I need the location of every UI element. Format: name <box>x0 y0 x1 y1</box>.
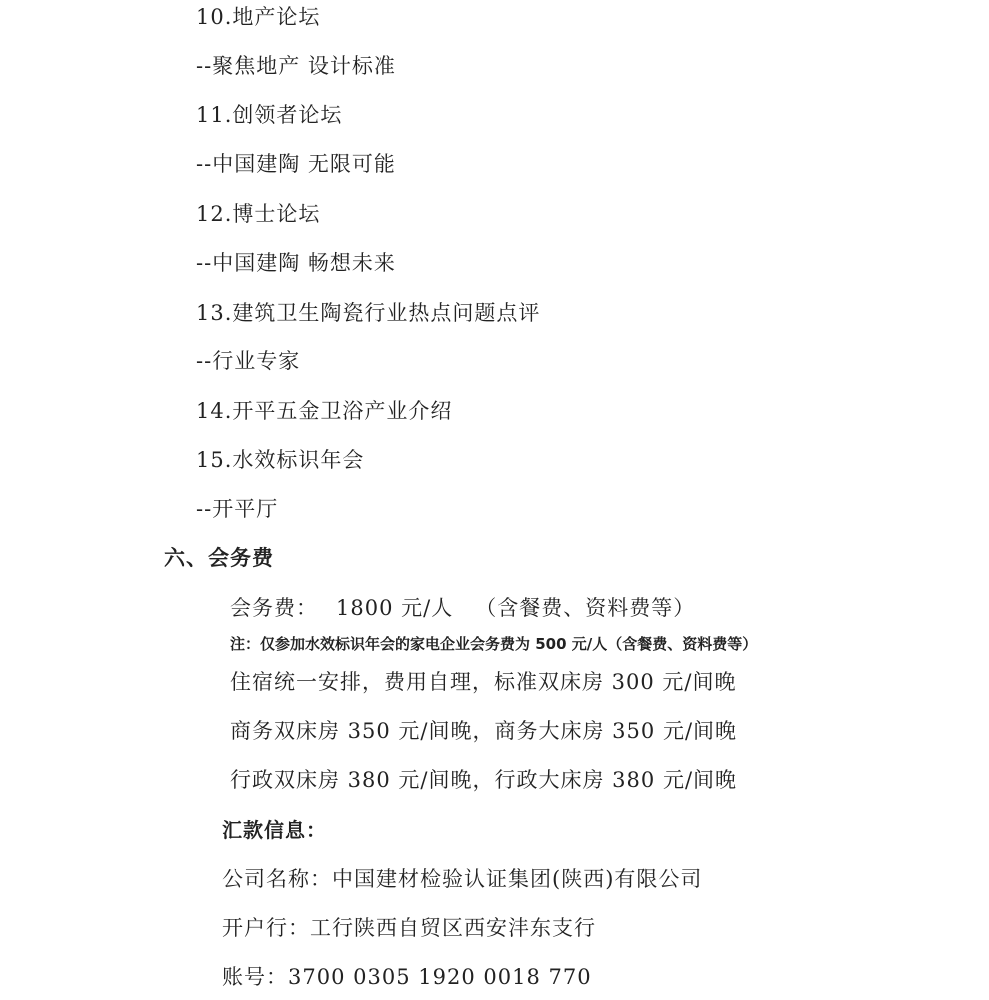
item-10-subtitle: --聚焦地产 设计标准 <box>196 54 396 78</box>
item-13-title <box>196 300 540 326</box>
fee-includes: （含餐费、资料费等） <box>475 596 696 620</box>
item-13-subtitle: --行业专家 <box>196 349 301 373</box>
item-title: 博士论坛 <box>232 202 321 226</box>
item-15-subtitle: --开平厅 <box>196 497 279 521</box>
fee-label: 会务费： <box>230 596 318 620</box>
fee-amount: 1800 元/人 <box>336 596 454 620</box>
item-title: 地产论坛 <box>232 5 321 29</box>
item-12-subtitle: --中国建陶 畅想未来 <box>196 251 396 275</box>
fee-note: 注：仅参加水效标识年会的家电企业会务费为 500 元/人（含餐费、资料费等） <box>230 635 758 653</box>
item-number: 10. <box>196 5 233 29</box>
company-label: 公司名称： <box>222 867 332 891</box>
lodging-line-2: 商务双床房 350 元/间晚，商务大床房 350 元/间晚 <box>230 719 738 743</box>
bank-line <box>222 915 596 941</box>
item-title: 开平五金卫浴产业介绍 <box>232 399 453 423</box>
lodging-line-3: 行政双床房 380 元/间晚，行政大床房 380 元/间晚 <box>230 768 738 792</box>
item-number: 12. <box>196 202 233 226</box>
item-number: 14. <box>196 399 233 423</box>
item-number: 13. <box>196 301 233 325</box>
item-title: 水效标识年会 <box>232 448 365 472</box>
account-value: 3700 0305 1920 0018 770 <box>288 965 592 989</box>
item-title: 创领者论坛 <box>232 103 343 127</box>
item-number: 15. <box>196 448 233 472</box>
lodging-line-1: 住宿统一安排，费用自理，标准双床房 300 元/间晚 <box>230 670 737 694</box>
item-12-title <box>196 201 320 227</box>
item-14-title <box>196 398 452 424</box>
account-label: 账号： <box>222 965 288 989</box>
item-10-title <box>196 4 320 30</box>
section-heading-fee: 六、会务费 <box>164 546 274 570</box>
item-11-title <box>196 102 342 128</box>
account-line <box>222 964 592 990</box>
remittance-heading: 汇款信息： <box>222 818 327 842</box>
company-line <box>222 866 702 892</box>
item-11-subtitle: --中国建陶 无限可能 <box>196 152 396 176</box>
item-number: 11. <box>196 103 233 127</box>
fee-line <box>230 595 695 621</box>
bank-label: 开户行： <box>222 916 310 940</box>
item-15-title <box>196 447 364 473</box>
company-value: 中国建材检验认证集团(陕西)有限公司 <box>332 867 703 891</box>
bank-value: 工行陕西自贸区西安沣东支行 <box>310 916 596 940</box>
item-title: 建筑卫生陶瓷行业热点问题点评 <box>232 301 541 325</box>
